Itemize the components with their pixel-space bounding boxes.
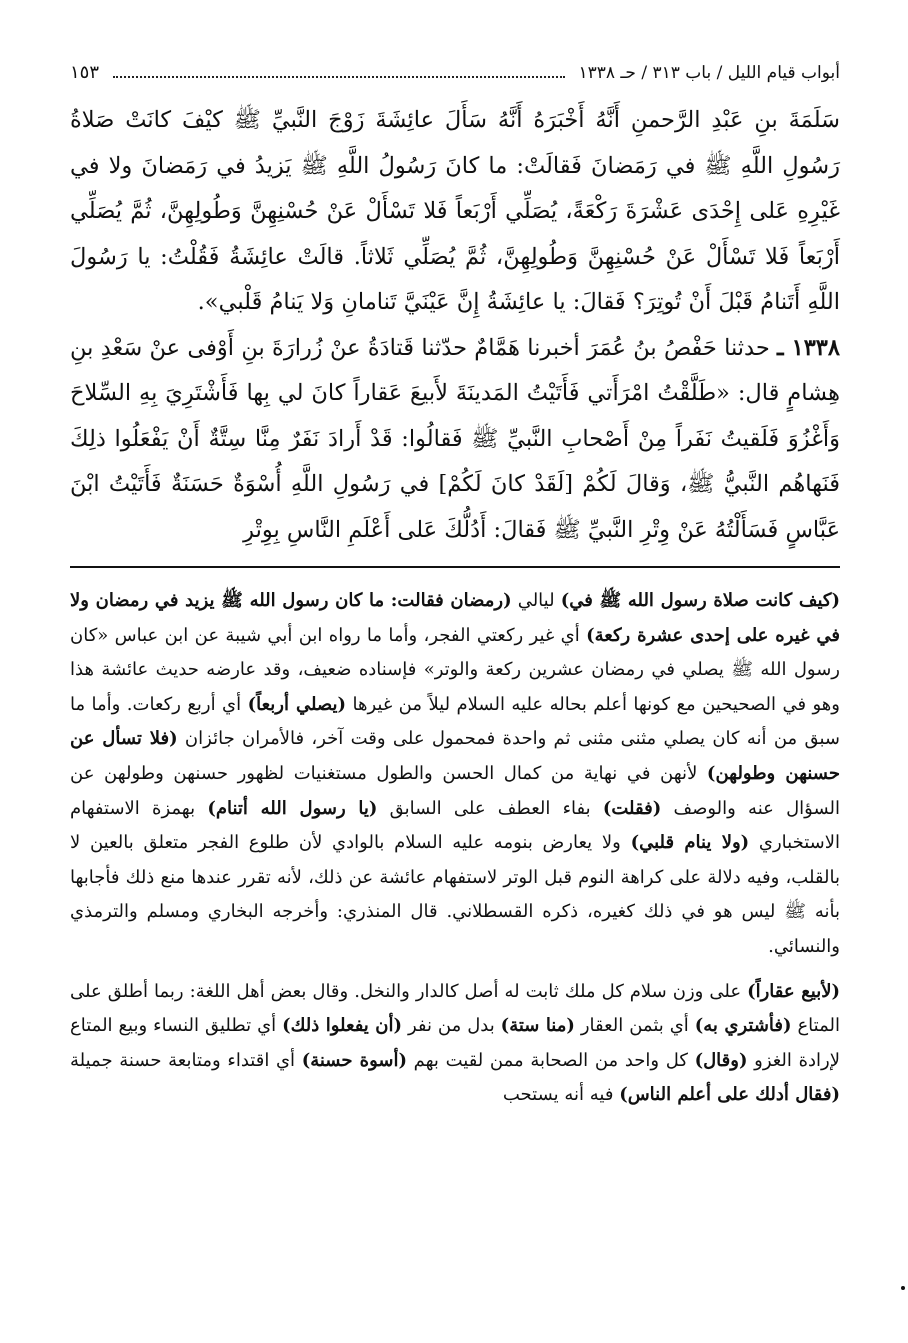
hadith-text — [70, 98, 840, 553]
bold-quote: (لأبيع عقاراً) — [747, 980, 840, 1002]
bold-quote: (يا رسول الله أتنام) — [207, 797, 378, 819]
bold-quote: (أن يفعلوا ذلك) — [282, 1015, 403, 1037]
commentary-text: ليالي — [511, 590, 561, 611]
bold-quote: (فلا تسأل عن حسنهن وطولهن) — [70, 728, 840, 784]
bold-quote: (فأشتري به) — [694, 1015, 792, 1037]
bold-quote: (وقال) — [694, 1049, 748, 1071]
book-page — [70, 48, 840, 1308]
commentary-text: لأنهن في نهاية من كمال الحسن والطول مستغنيات لظهور حسنهن وطولهن عن السؤال عنه والوصف — [70, 762, 840, 819]
hadith-paragraph-2 — [70, 326, 840, 554]
margin-dot — [901, 1286, 905, 1290]
commentary-text: أي تطليق النساء وبيع المتاع لإرادة الغزو — [70, 1015, 840, 1071]
bold-quote: (يصلي أربعاً) — [247, 693, 347, 715]
page-number: ١٥٣ — [70, 62, 100, 83]
bold-quote: (أسوة حسنة) — [301, 1049, 408, 1071]
bold-quote: (ولا ينام قلبي) — [630, 832, 750, 854]
footnote-divider — [70, 566, 840, 568]
commentary-text: بهمزة الاستفهام الاستخباري — [70, 797, 840, 854]
bold-quote: (منا ستة) — [500, 1015, 575, 1037]
leader-dots — [113, 75, 564, 78]
commentary-text: أي غير ركعتي الفجر، وأما ما رواه ابن أبي شيبة عن ابن عباس «كان رسول الله ﷺ يصلي في رمضان عشرين ركعة والوتر» فإسناده ضعيف، وقد عارضه حديث عائشة هذا وهو في الصحيحين مع كونها أعلم بحاله عليه السلام ليلاً من غيرها — [70, 624, 840, 715]
commentary — [70, 584, 840, 1113]
commentary-text: فيه أنه يستحب — [502, 1084, 620, 1106]
bold-quote: (فقال أدلك على أعلم الناس) — [619, 1084, 840, 1106]
commentary-paragraph-2 — [70, 975, 840, 1113]
commentary-text: أي أربع ركعات. وأما ما سبق من أنه كان يصلي مثنى مثنى ثم واحدة فمحمول على وقت آخر، فالأمران جائزان — [70, 693, 841, 750]
bold-quote: (رمضان فقالت: ما كان رسول الله ﷺ يزيد في رمضان ولا في غيره على إحدى عشرة ركعة) — [70, 590, 840, 646]
commentary-text: على وزن سلام كل ملك ثابت له أصل كالدار والنخل. وقال بعض أهل اللغة: ربما أطلق على المتاع — [70, 980, 840, 1037]
hadith-number: ١٣٣٨ ـ — [777, 334, 840, 361]
commentary-text: ولا يعارض بنومه عليه السلام بالوادي لأن طلوع الفجر متعلق بالعين لا بالقلب، وفيه دلالة على كراهة النوم قبل الوتر لاستفهام عائشة عن ذلك، لأنه تقرر عندها منع ذلك فأجابها بأنه ﷺ ليس هو في ذلك كغيره، ذكره القسطلاني. قال المنذري: وأخرجه البخاري ومسلم والترمذي والنسائي. — [70, 832, 840, 957]
commentary-text: بفاء العطف على السابق — [377, 797, 603, 819]
commentary-text: أي اقتداء ومتابعة حسنة جميلة — [70, 1049, 302, 1071]
hadith-paragraph-2-text: حدثنا حَفْصُ بنُ عُمَرَ أخبرنا هَمَّامٌ حدّثنا قَتادَةُ عنْ زُرارَةَ بنِ أَوْفى عنْ سَعْدِ بنِ هِشامٍ قال: «طَلَّقْتُ امْرَأَتي فَأَتَيْتُ المَدينَةَ لأَبيعَ عَقاراً كانَ لي بِها فَأَشْتَرِيَ بِهِ السِّلاحَ وَأَغْزُوَ فَلَقيتُ نَفَراً مِنْ أَصْحابِ النَّبيِّ ﷺ فَقالُوا: قَدْ أَرادَ نَفَرٌ مِنَّا سِتَّةٌ أَنْ يَفْعَلُوا ذلِكَ فَنَهاهُم النَّبيُّ ﷺ، وَقالَ لَكُمْ [لَقَدْ كانَ لَكُمْ] في رَسُولِ اللَّهِ أُسْوَةٌ حَسَنَةٌ فَأَتَيْتُ ابْنَ عَبَّاسٍ فَسَأَلْتُهُ عَنْ وِتْرِ النَّبيِّ ﷺ فَقالَ: أَدُلُّكَ عَلى أَعْلَمِ النَّاسِ بِوِتْرِ — [70, 334, 840, 543]
bold-quote: (فقلت) — [602, 797, 662, 819]
commentary-paragraph-1 — [70, 584, 840, 965]
hadith-paragraph-1: سَلَمَةَ بنِ عَبْدِ الرَّحمنِ أَنَّهُ أَخْبَرَهُ أَنَّهُ سَأَلَ عائِشَةَ زَوْجَ النَّبيِّ ﷺ كيْفَ كانَتْ صَلاةُ رَسُولِ اللَّهِ ﷺ في رَمَضانَ فَقالَتْ: ما كانَ رَسُولُ اللَّهِ ﷺ يَزيدُ في رَمَضانَ ولا في غَيْرِهِ عَلى إِحْدَى عَشْرَةَ رَكْعَةً، يُصَلِّي أَرْبَعاً فَلا تَسْأَلْ عَنْ حُسْنِهِنَّ وَطُولِهِنَّ، ثُمَّ يُصَلِّي أَرْبَعاً فَلا تَسْأَلْ عَنْ حُسْنِهِنَّ وَطُولِهِنَّ، ثُمَّ يُصَلِّي ثَلاثاً. قالَتْ عائِشَةُ فَقُلْتُ: يا رَسُولَ اللَّهِ أَتَنامُ قَبْلَ أَنْ تُوتِرَ؟ فَقالَ: يا عائِشَةُ إِنَّ عَيْنَيَّ تَنامانِ وَلا يَنامُ قَلْبي». — [70, 107, 840, 315]
commentary-text: كل واحد من الصحابة ممن لقيت بهم — [407, 1049, 695, 1071]
chapter-title: أبواب قيام الليل / باب ٣١٣ / حـ ١٣٣٨ — [578, 63, 840, 83]
running-header — [70, 48, 840, 82]
commentary-text: بدل من نفر — [402, 1015, 501, 1037]
commentary-text: أي بثمن العقار — [574, 1015, 695, 1037]
bold-quote: (كيف كانت صلاة رسول الله ﷺ في) — [560, 590, 841, 611]
